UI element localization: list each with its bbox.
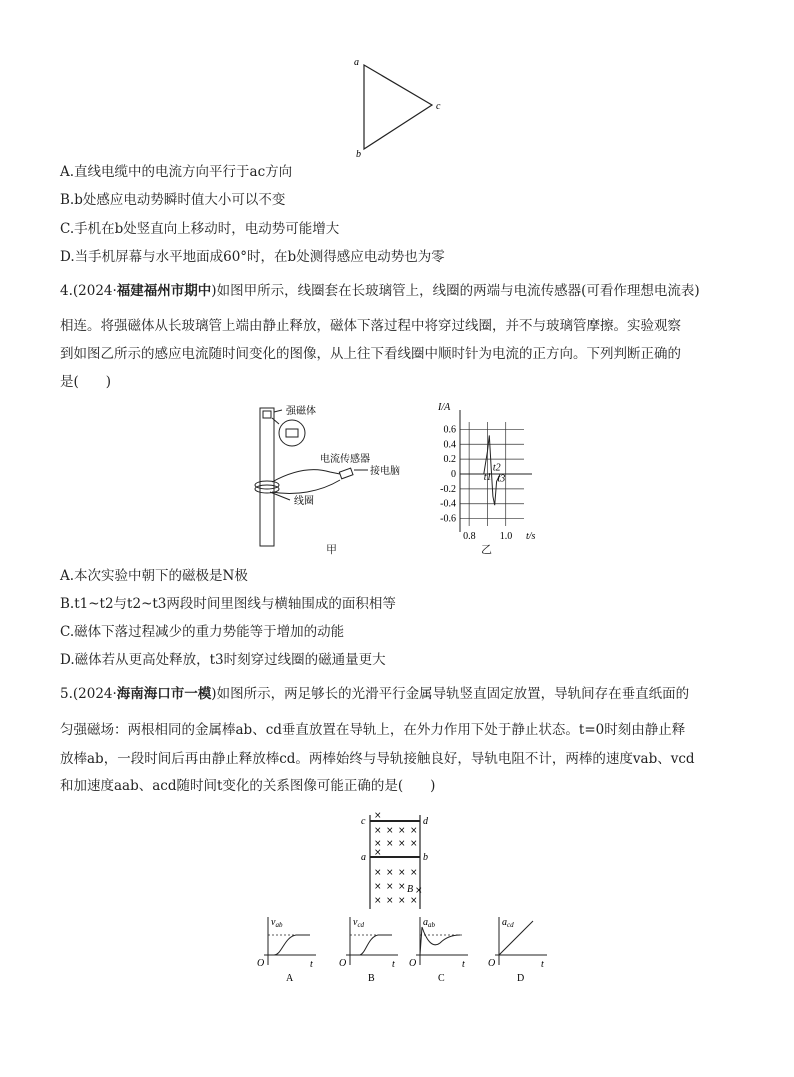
label-computer: 接电脑 — [370, 466, 400, 477]
graph-t-label: t — [392, 959, 395, 970]
q5-source: 海南海口市一模 — [116, 686, 212, 702]
q4-text1: )如图甲所示，线圈套在长玻璃管上，线圈的两端与电流传感器(可看作理想电流表) — [211, 283, 700, 299]
ytick-label: -0.6 — [440, 513, 456, 525]
q3-option-a: A.直线电缆中的电流方向平行于ac方向 — [60, 164, 293, 180]
ytick-label: 0 — [451, 469, 456, 480]
q4-stem-line1 — [60, 281, 700, 301]
ytick-label: 0.2 — [443, 454, 456, 466]
graph-ylabel-sub: ab — [428, 921, 435, 929]
field-cross: × — [374, 896, 382, 906]
q5-stem-line1 — [60, 684, 689, 704]
q4-option-c: C.磁体下落过程减少的重力势能等于增加的动能 — [60, 624, 345, 640]
q3-option-c: C.手机在b处竖直向上移动时，电动势可能增大 — [60, 221, 340, 237]
q4-source: 福建福州市期中 — [116, 283, 212, 299]
q5-stem-line3: 放棒ab，一段时间后再由静止释放棒cd。两棒始终与导轨接触良好，导轨电阻不计，两棒的速度vab、vcd — [60, 751, 695, 767]
q5-prefix: 5.(2024· — [60, 686, 117, 702]
field-cross: × — [398, 882, 406, 892]
graph-curve — [350, 935, 392, 955]
q4-option-d: D.磁体若从更高处释放，t3时刻穿过线圈的磁通量更大 — [60, 652, 386, 668]
field-cross: × — [398, 868, 406, 878]
graph-ylabel-sub: ab — [275, 921, 283, 929]
xtick-label: 0.8 — [463, 531, 476, 542]
graph-curve — [268, 935, 310, 955]
graph-caption: B — [368, 973, 375, 983]
field-cross: × — [374, 882, 382, 892]
caption-jia: 甲 — [326, 543, 337, 556]
graph-t-label: t — [462, 959, 465, 970]
graph-origin: O — [257, 958, 265, 969]
option-graph-C — [404, 913, 470, 983]
q5-stem-line4: 和加速度aab、acd随时间t变化的关系图像可能正确的是( ) — [60, 778, 436, 794]
annotation-t2: t2 — [492, 462, 501, 474]
annotation-t1: t1 — [483, 471, 492, 483]
graph-curve — [420, 927, 460, 955]
field-cross: × — [386, 826, 394, 836]
graph-ylabel-sub: cd — [507, 921, 514, 929]
q4-option-a: A.本次实验中朝下的磁极是N极 — [60, 568, 248, 584]
graph-ylabel: $a_{ab}$ — [423, 917, 435, 929]
rail-label-d: d — [423, 816, 428, 827]
graph-ylabel: $v_{ab}$ — [271, 917, 283, 929]
field-cross: × — [386, 868, 394, 878]
q3-option-d: D.当手机屏幕与水平地面成60°时，在b处测得感应电动势也为零 — [60, 249, 445, 265]
ytick-label: 0.4 — [443, 439, 456, 451]
q4-stem-line3: 到如图乙所示的感应电流随时间变化的图像，从上往下看线圈中顺时针为电流的正方向。下列判断正确的 — [60, 346, 681, 362]
graph-origin: O — [488, 958, 496, 969]
rails-figure — [355, 812, 445, 912]
field-cross: × — [374, 812, 382, 821]
figure-jia — [250, 400, 420, 560]
q4-prefix: 4.(2024· — [60, 283, 117, 299]
xtick-label: 1.0 — [499, 531, 513, 542]
field-cross: × — [415, 886, 423, 896]
vertex-c: c — [436, 101, 441, 112]
graph-t-label: t — [541, 959, 544, 970]
option-graph-D — [483, 913, 549, 983]
field-cross: × — [398, 896, 406, 906]
vertex-b: b — [356, 149, 361, 160]
option-graph-B — [334, 913, 400, 983]
field-cross: × — [386, 882, 394, 892]
q4-option-b: B.t1~t2与t2~t3两段时间里图线与横轴围成的面积相等 — [60, 596, 396, 612]
q3-option-b: B.b处感应电动势瞬时值大小可以不变 — [60, 192, 286, 208]
chart-yi — [426, 398, 546, 543]
graph-caption: C — [438, 973, 445, 983]
triangle-figure — [350, 55, 450, 160]
field-cross: × — [410, 826, 418, 836]
caption-yi: 乙 — [481, 543, 492, 556]
field-cross: × — [410, 868, 418, 878]
label-sensor: 电流传感器 — [320, 454, 370, 465]
graph-ylabel-sub: cd — [357, 921, 365, 929]
x-axis-label: t/s — [526, 531, 536, 542]
q4-stem-line4: 是( ) — [60, 374, 112, 390]
graph-ylabel: $v_{cd}$ — [353, 917, 365, 929]
label-magnet: 强磁体 — [286, 406, 316, 417]
q5-stem-line2: 匀强磁场：两根相同的金属棒ab、cd垂直放置在导轨上，在外力作用下处于静止状态。t=0时刻由静止释 — [60, 722, 686, 738]
q5-text1: )如图所示，两足够长的光滑平行金属导轨竖直固定放置，导轨间存在垂直纸面的 — [211, 686, 690, 702]
annotation-t3: t3 — [497, 473, 506, 485]
field-cross: × — [410, 896, 418, 906]
field-cross: × — [398, 839, 406, 849]
ytick-label: -0.4 — [440, 498, 456, 510]
graph-origin: O — [339, 958, 347, 969]
ytick-label: 0.6 — [443, 424, 456, 436]
graph-ylabel: $a_{cd}$ — [502, 917, 514, 929]
graph-caption: A — [286, 973, 294, 983]
field-cross: × — [374, 826, 382, 836]
field-cross: × — [374, 848, 382, 858]
graph-t-label: t — [310, 959, 313, 970]
rail-label-c: c — [361, 816, 366, 827]
field-cross: × — [374, 868, 382, 878]
ytick-label: -0.2 — [440, 483, 456, 495]
graph-origin: O — [409, 958, 417, 969]
field-cross: × — [410, 839, 418, 849]
field-cross: × — [398, 826, 406, 836]
label-coil: 线圈 — [294, 496, 314, 507]
rail-label-a: a — [361, 852, 366, 863]
field-cross: × — [386, 839, 394, 849]
q4-stem-line2: 相连。将强磁体从长玻璃管上端由静止释放，磁体下落过程中将穿过线圈，并不与玻璃管摩擦。实验观察 — [60, 318, 681, 334]
field-cross: × — [386, 896, 394, 906]
rail-label-b: b — [423, 852, 428, 863]
field-cross: × — [374, 839, 382, 849]
graph-caption: D — [517, 973, 525, 983]
y-axis-label: I/A — [438, 402, 451, 413]
vertex-a: a — [354, 57, 359, 68]
option-graph-A — [252, 913, 318, 983]
rail-label-B: B — [407, 884, 414, 895]
